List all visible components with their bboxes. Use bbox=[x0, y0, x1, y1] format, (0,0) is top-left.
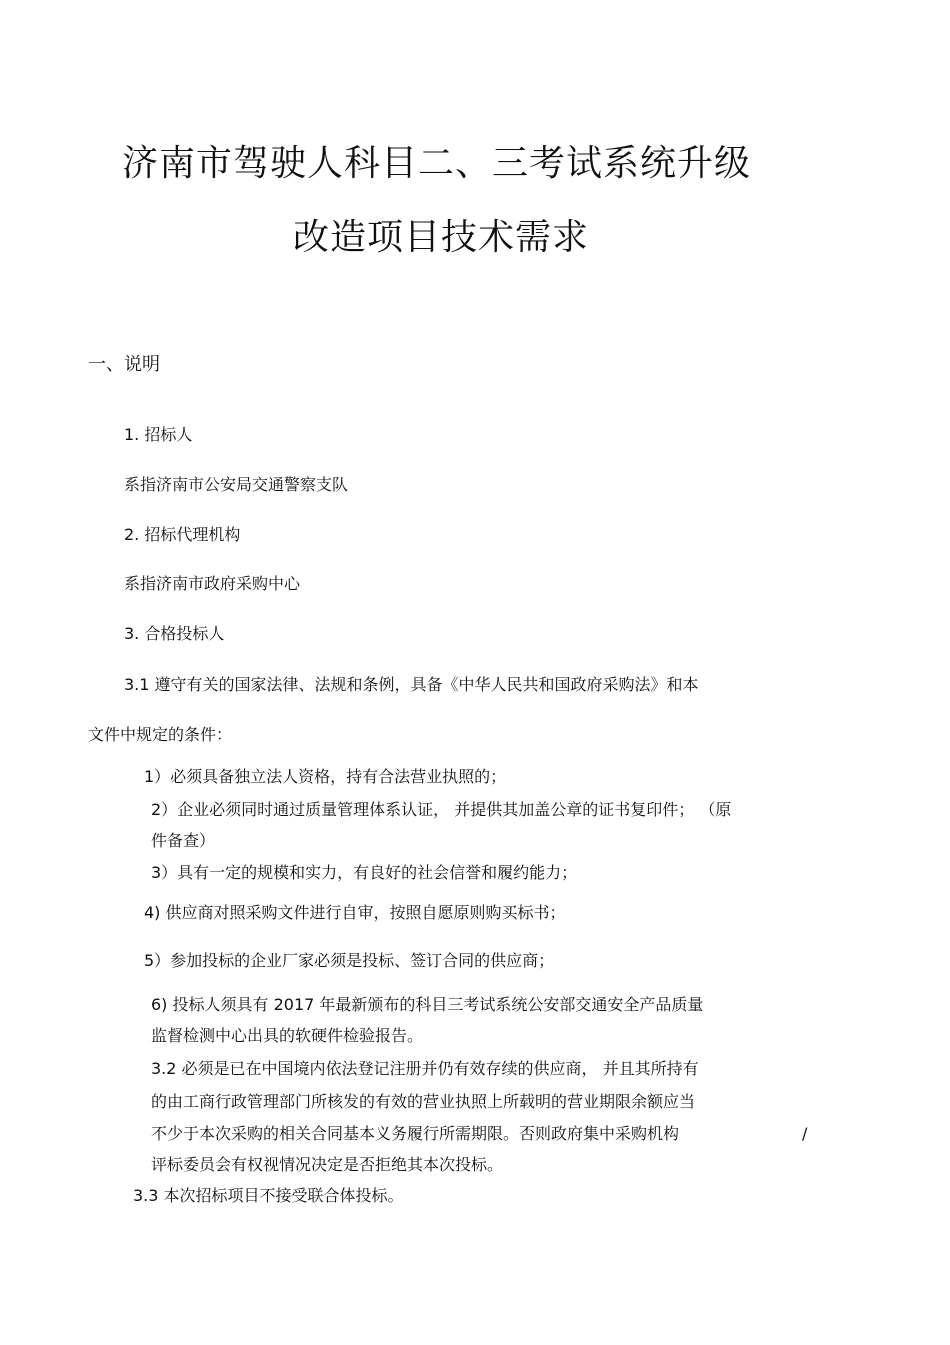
item-2-heading: 2. 招标代理机构 bbox=[124, 525, 241, 544]
item-3-2-line-3: 不少于本次采购的相关合同基本义务履行所需期限。否则政府集中采购机构 bbox=[151, 1124, 680, 1143]
item-3-2-line-4: 评标委员会有权视情况决定是否拒绝其本次投标。 bbox=[151, 1155, 504, 1174]
requirement-6-line-2: 监督检测中心出具的软硬件检验报告。 bbox=[151, 1026, 424, 1045]
item-3-1-line-1: 3.1 遵守有关的国家法律、法规和条例，具备《中华人民共和国政府采购法》和本 bbox=[124, 675, 699, 694]
requirement-2-line-2: 件备查） bbox=[151, 831, 216, 850]
requirement-4: 4) 供应商对照采购文件进行自审，按照自愿原则购买标书； bbox=[144, 903, 566, 922]
item-3-1-line-2: 文件中规定的条件： bbox=[88, 725, 233, 744]
item-3-3: 3.3 本次招标项目不接受联合体投标。 bbox=[133, 1186, 404, 1205]
requirement-1: 1）必须具备独立法人资格，持有合法营业执照的； bbox=[144, 767, 507, 786]
item-1-text: 系指济南市公安局交通警察支队 bbox=[124, 475, 349, 494]
requirement-2-line-1: 2）企业必须同时通过质量管理体系认证， 并提供其加盖公章的证书复印件； （原 bbox=[151, 800, 732, 819]
requirement-6-line-1: 6) 投标人须具有 2017 年最新颁布的科目三考试系统公安部交通安全产品质量 bbox=[151, 995, 704, 1014]
item-1-heading: 1. 招标人 bbox=[124, 425, 193, 444]
item-3-2-line-3-slash: / bbox=[802, 1124, 808, 1143]
requirement-5: 5）参加投标的企业厂家必须是投标、签订合同的供应商； bbox=[144, 951, 555, 970]
item-3-2-line-1: 3.2 必须是已在中国境内依法登记注册并仍有效存续的供应商， 并且其所持有 bbox=[151, 1059, 699, 1078]
document-title-line-2: 改造项目技术需求 bbox=[293, 217, 590, 258]
document-title-line-1: 济南市驾驶人科目二、三考试系统升级 bbox=[122, 143, 752, 184]
item-3-heading: 3. 合格投标人 bbox=[124, 624, 225, 643]
section-heading-description: 一、说明 bbox=[88, 354, 160, 375]
item-2-text: 系指济南市政府采购中心 bbox=[124, 574, 301, 593]
item-3-2-line-2: 的由工商行政管理部门所核发的有效的营业执照上所载明的营业期限余额应当 bbox=[151, 1092, 696, 1111]
requirement-3: 3）具有一定的规模和实力，有良好的社会信誉和履约能力； bbox=[151, 863, 578, 882]
